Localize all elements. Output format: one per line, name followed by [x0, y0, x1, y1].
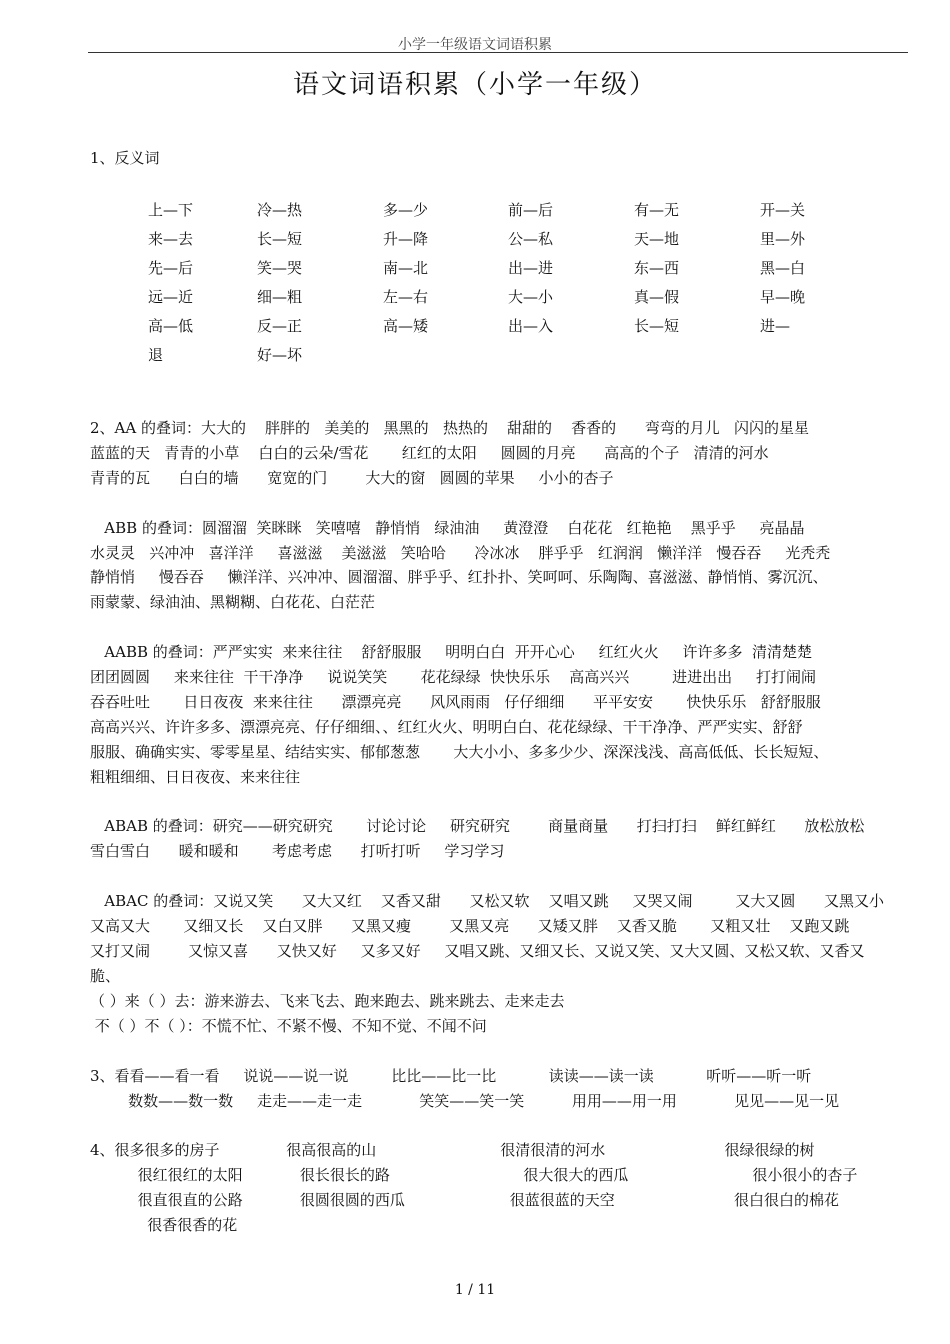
text-line: 高高兴兴、许许多多、漂漂亮亮、仔仔细细、、红红火火、明明白白、花花绿绿、干干净净、严严实实、舒舒	[90, 717, 803, 736]
antonym-pair: 进—	[760, 317, 791, 335]
page-number: 1 / 11	[454, 1282, 496, 1298]
text-line: ABB 的叠词：圆溜溜 笑眯眯 笑嘻嘻 静悄悄 绿油油 黄澄澄 白花花 红艳艳 黑乎乎 亮晶晶	[90, 518, 805, 537]
antonym-pair: 高—低	[148, 317, 194, 335]
text-line: 又打又闹 又惊又喜 又快又好 又多又好 又唱又跳、又细又长、又说又笑、又大又圆、又松又软、又香又	[90, 941, 865, 960]
antonym-pair: 退	[148, 346, 164, 364]
antonym-pair: 早—晚	[760, 288, 806, 306]
text-line: 很香很香的花	[90, 1216, 238, 1234]
text-line: 水灵灵 兴冲冲 喜洋洋 喜滋滋 美滋滋 笑哈哈 冷冰冰 胖乎乎 红润润 懒洋洋 慢吞吞 光秃秃	[90, 543, 831, 562]
antonym-pair: 真—假	[634, 288, 680, 306]
text-line: 3、看看——看一看 说说——说一说 比比——比一比 读读——读一读 听听——听一听	[90, 1067, 812, 1085]
text-line: 静悄悄 慢吞吞 懒洋洋、兴冲冲、圆溜溜、胖乎乎、红扑扑、笑呵呵、乐陶陶、喜滋滋、静悄悄、雾沉沉、	[90, 568, 828, 587]
antonym-pair: 升—降	[383, 230, 429, 248]
antonym-pair: 前—后	[508, 201, 554, 219]
antonym-pair: 开—关	[760, 201, 806, 219]
antonym-pair: 黑—白	[760, 259, 806, 277]
page-title: 语文词语积累（小学一年级）	[292, 70, 657, 100]
antonym-pair: 长—短	[634, 317, 680, 335]
text-line: 脆、	[90, 966, 121, 985]
text-line: 粗粗细细、日日夜夜、来来往往	[90, 767, 301, 786]
text-line: ABAC 的叠词：又说又笑 又大又红 又香又甜 又松又软 又唱又跳 又哭又闹 又大又圆 又黑又小	[90, 892, 884, 911]
text-line: （ ）来（ ）去：游来游去、飞来飞去、跑来跑去、跳来跳去、走来走去	[90, 991, 565, 1010]
text-line: 又高又大 又细又长 又白又胖 又黑又瘦 又黑又亮 又矮又胖 又香又脆 又粗又壮 又跑又跳	[90, 917, 850, 935]
text-line: 团团圆圆 来来往往 干干净净 说说笑笑 花花绿绿 快快乐乐 高高兴兴 进进出出 打打闹闹	[90, 668, 816, 686]
antonym-pair: 有—无	[634, 201, 680, 219]
antonym-pair: 公—私	[508, 230, 554, 248]
text-line: 很红很红的太阳 很长很长的路 很大很大的西瓜 很小很小的杏子	[90, 1166, 858, 1184]
antonym-pair: 东—西	[634, 259, 680, 277]
antonym-pair: 出—进	[508, 259, 554, 277]
header-rule	[88, 52, 908, 53]
antonym-pair: 天—地	[634, 230, 680, 248]
running-header: 小学一年级语文词语积累	[398, 37, 552, 53]
text-line: 服服、确确实实、零零星星、结结实实、郁郁葱葱 大大小小、多多少少、深深浅浅、高高低低、长长短短、	[90, 742, 829, 761]
text-line: 4、很多很多的房子 很高很高的山 很清很清的河水 很绿很绿的树	[90, 1141, 815, 1159]
antonym-pair: 冷—热	[257, 201, 303, 219]
antonym-pair: 大—小	[508, 288, 554, 306]
antonym-pair: 细—粗	[257, 288, 303, 306]
antonym-pair: 远—近	[148, 288, 194, 306]
antonym-pair: 反—正	[257, 317, 303, 335]
text-line: 不（ ）不（ ）：不慌不忙、不紧不慢、不知不觉、不闻不问	[90, 1016, 487, 1035]
antonym-pair: 上—下	[148, 201, 194, 219]
text-line: AABB 的叠词：严严实实 来来往往 舒舒服服 明明白白 开开心心 红红火火 许许多多 清清楚楚	[90, 643, 812, 662]
antonym-pair: 多—少	[383, 201, 429, 219]
antonym-pair: 笑—哭	[257, 259, 303, 277]
text-line: 雨蒙蒙、绿油油、黑糊糊、白花花、白茫茫	[90, 593, 376, 612]
text-line: 很直很直的公路 很圆很圆的西瓜 很蓝很蓝的天空 很白很白的棉花	[90, 1191, 839, 1209]
antonym-pair: 出—入	[508, 317, 554, 335]
antonym-pair: 先—后	[148, 259, 194, 277]
text-line: 蓝蓝的天 青青的小草 白白的云朵/雪花 红红的太阳 圆圆的月亮 高高的个子 清清的河水	[90, 443, 769, 462]
text-line: 2、AA 的叠词：大大的 胖胖的 美美的 黑黑的 热热的 甜甜的 香香的 弯弯的月儿 闪闪的星星	[90, 419, 810, 437]
text-line: 数数——数一数 走走——走一走 笑笑——笑一笑 用用——用一用 见见——见一见	[90, 1092, 840, 1110]
antonym-pair: 左—右	[383, 288, 429, 306]
text-line: ABAB 的叠词：研究——研究研究 讨论讨论 研究研究 商量商量 打扫打扫 鲜红鲜红 放松放松	[90, 817, 865, 836]
antonym-pair: 里—外	[760, 230, 806, 248]
text-line: 吞吞吐吐 日日夜夜 来来往往 漂漂亮亮 风风雨雨 仔仔细细 平平安安 快快乐乐 舒舒服服	[90, 692, 821, 711]
section-heading-antonyms: 1、反义词	[90, 149, 160, 167]
text-line: 雪白雪白 暖和暖和 考虑考虑 打听打听 学习学习	[90, 842, 505, 861]
antonym-pair: 南—北	[383, 259, 429, 277]
text-line: 青青的瓦 白白的墙 宽宽的门 大大的窗 圆圆的苹果 小小的杏子	[90, 468, 614, 487]
antonym-pair: 长—短	[257, 230, 303, 248]
antonym-pair: 来—去	[148, 230, 194, 248]
antonym-pair: 高—矮	[383, 317, 429, 335]
antonym-pair: 好—坏	[257, 346, 303, 364]
